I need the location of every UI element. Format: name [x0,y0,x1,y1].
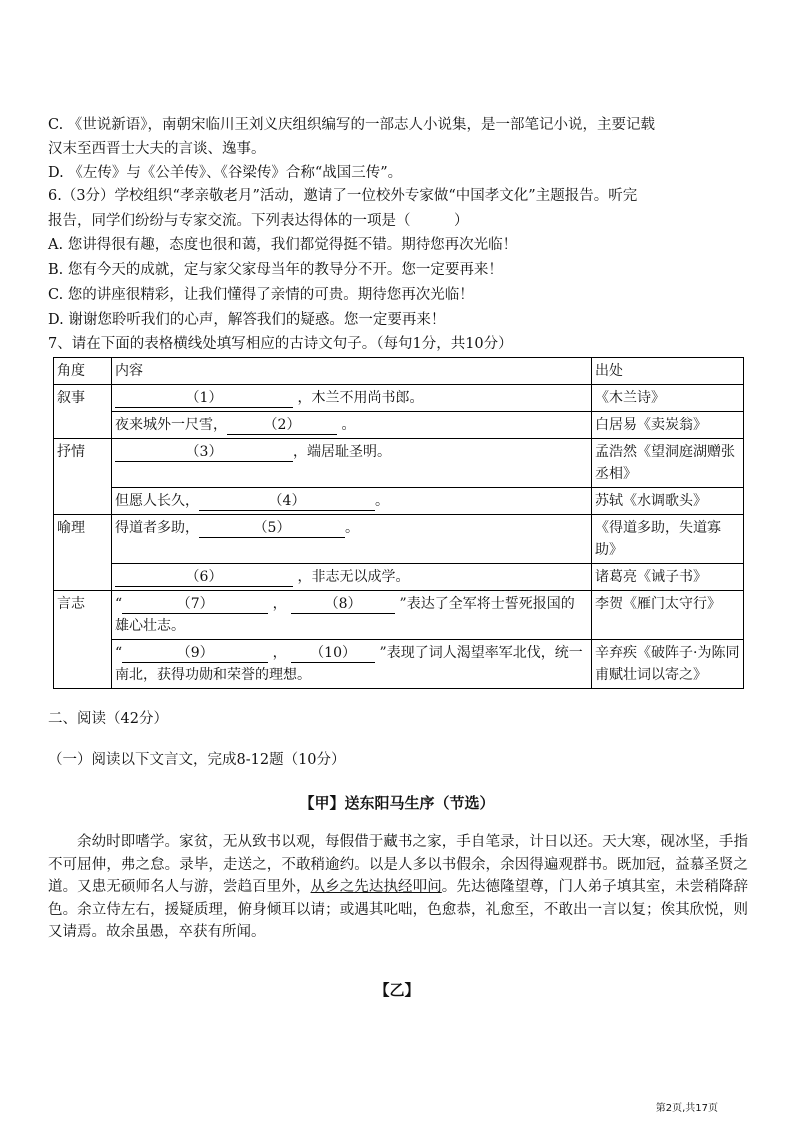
header-angle: 角度 [54,358,112,385]
passage-a-underlined-sentence: 从乡之先达执经叩问 [310,879,442,895]
content-text: 得道者多助， [115,520,199,536]
content-text: ，非志无以成学。 [297,569,410,585]
passage-a-text: 。先达德隆望尊，门人弟子填其室，未尝稍降辞色。余立侍左右，援疑质理，俯身倾耳以请；或遇其叱咄，色愈恭，礼愈至，不敢出一言以复；俟其欣悦，则又请焉。故余虽愚，卒获有所闻。 [48,879,748,940]
source-cell: 孟浩然《望洞庭湖赠张丞相》 [592,439,744,488]
angle-aspiration: 言志 [54,591,112,689]
header-source: 出处 [592,358,744,385]
option-c-line2: 汉末至西晋士大夫的言谈、逸事。 [48,141,266,157]
content-text: ”表达了全军将士誓死报国的雄心壮志。 [115,596,575,634]
q7-stem: 7、请在下面的表格横线处填写相应的古诗文句子。（每句1分，共10分） [48,336,513,352]
angle-lyric: 抒情 [54,439,112,515]
q6-option-b: B. 您有今天的成就，定与家父家母当年的教导分不开。您一定要再来！ [48,262,503,278]
content-cell [112,591,592,640]
table-row [54,439,744,488]
content-cell [112,640,592,689]
option-c-line1: C. 《世说新语》，南朝宋临川王刘义庆组织编写的一部志人小说集，是一部笔记小说，主要记载 [48,117,656,133]
answer-blank-9[interactable]: （9） [122,644,268,663]
table-row [54,591,744,640]
source-cell: 苏轼《水调歌头》 [592,488,744,515]
content-cell [112,439,592,488]
content-text: ，端居耻圣明。 [293,444,391,460]
answer-blank-3[interactable]: （3） [115,443,293,462]
page-number: 第2页,共17页 [655,1103,718,1114]
content-cell [112,385,592,412]
q6-stem-line1: 6.（3分）学校组织“孝亲敬老月”活动，邀请了一位校外专家做“中国孝文化”主题报告。听完 [48,188,638,204]
content-cell [112,564,592,591]
table-row [54,412,744,439]
passage-b-title: 【乙】 [374,981,420,999]
answer-blank-2[interactable]: （2） [227,416,337,435]
angle-reasoning: 喻理 [54,515,112,591]
table-header-row [54,358,744,385]
answer-blank-5[interactable]: （5） [199,519,345,538]
source-cell: 辛弃疾《破阵子·为陈同甫赋壮词以寄之》 [592,640,744,689]
content-text: 。 [341,417,356,433]
content-cell [112,412,592,439]
q6-option-a: A. 您讲得很有趣，态度也很和蔼，我们都觉得挺不错。期待您再次光临！ [48,237,518,253]
answer-blank-6[interactable]: （6） [115,568,293,587]
answer-blank-10[interactable]: （10） [291,644,375,663]
passage-a-title: 【甲】送东阳马生序（节选） [299,794,495,812]
answer-blank-7[interactable]: （7） [122,595,268,614]
table-row [54,564,744,591]
content-text: ， [272,596,287,612]
content-text: 但愿人长久， [115,493,199,509]
answer-blank-4[interactable]: （4） [199,492,375,511]
poetry-fill-table [53,357,744,689]
source-cell: 白居易《卖炭翁》 [592,412,744,439]
header-content: 内容 [112,358,592,385]
content-cell [112,515,592,564]
content-text: 。 [345,520,359,536]
source-cell: 《得道多助，失道寡助》 [592,515,744,564]
answer-blank-1[interactable]: （1） [115,389,293,408]
content-text: “ [115,596,123,612]
table-row [54,640,744,689]
content-text: ，木兰不用尚书郎。 [297,390,424,406]
content-text: “ [115,645,123,661]
table-row [54,488,744,515]
answer-blank-8[interactable]: （8） [291,595,395,614]
table-row [54,515,744,564]
source-cell: 诸葛亮《诫子书》 [592,564,744,591]
q6-option-d: D. 谢谢您聆听我们的心声，解答我们的疑惑。您一定要再来！ [48,312,446,328]
content-cell [112,488,592,515]
q6-stem-line2: 报告，同学们纷纷与专家交流。下列表达得体的一项是（ ） [48,213,469,229]
content-text: 。 [375,493,389,509]
reading-part1-intro: （一）阅读以下文言文，完成8-12题（10分） [48,752,346,768]
table-row [54,385,744,412]
option-d-line: D. 《左传》与《公羊传》、《谷梁传》合称“战国三传”。 [48,165,403,181]
source-cell: 《木兰诗》 [592,385,744,412]
source-cell: 李贺《雁门太守行》 [592,591,744,640]
q6-option-c: C. 您的讲座很精彩，让我们懂得了亲情的可贵。期待您再次光临！ [48,287,474,303]
angle-narrative: 叙事 [54,385,112,439]
content-text: ， [272,645,287,661]
passage-a-body [48,831,748,944]
reading-section-title: 二、阅读（42分） [48,711,168,727]
content-text: 夜来城外一尺雪， [115,417,227,433]
content-text: ”表现了词人渴望率军北伐，统一南北，获得功勋和荣誉的理想。 [115,645,583,683]
passage-a-text: 余幼时即嗜学。家贫，无从致书以观，每假借于藏书之家，手自笔录，计日以还。天大寒，砚冰坚，手指不可屈伸，弗之怠。录毕，走送之，不敢稍逾约。以是人多以书假余，余因得遍观群书。既加冠，益慕圣贤之道。又患无硕师名人与游，尝趋百里外， [48,834,748,895]
